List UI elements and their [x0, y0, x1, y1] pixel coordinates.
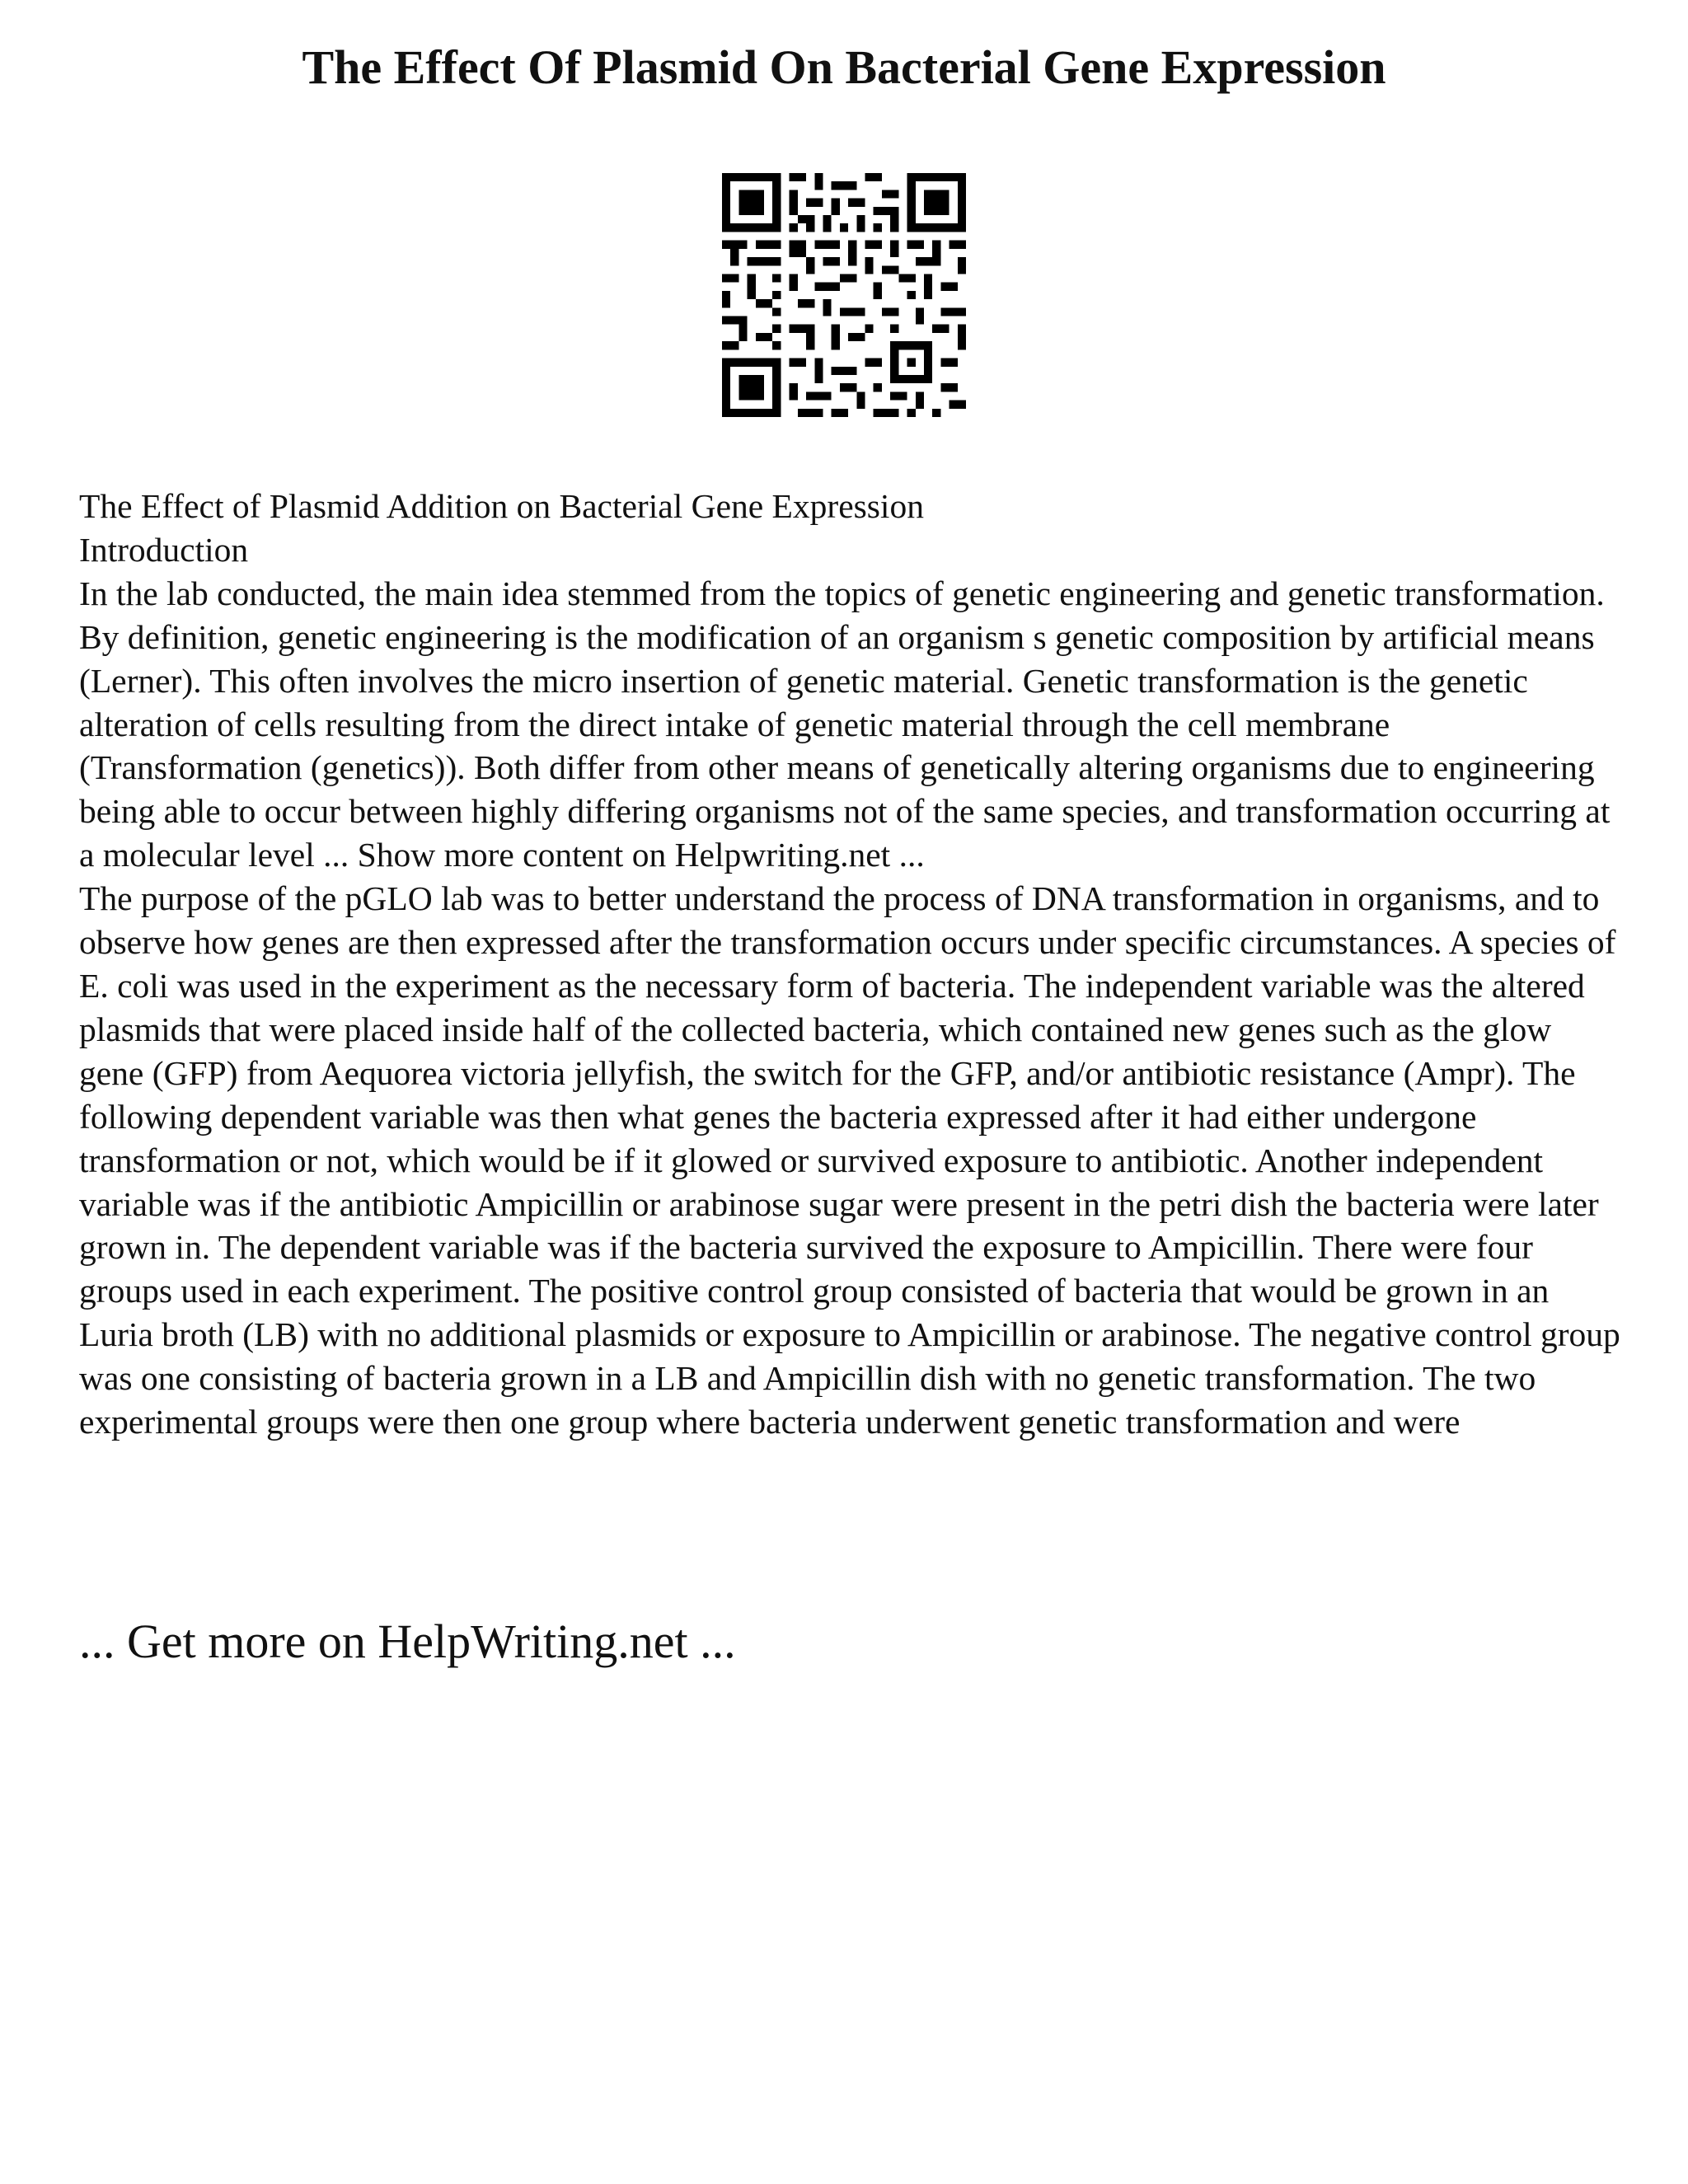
document-subtitle: The Effect of Plasmid Addition on Bacterial Gene Expression — [79, 487, 924, 525]
document-title: The Effect Of Plasmid On Bacterial Gene Expression — [302, 40, 1386, 94]
qr-code-icon — [722, 173, 966, 417]
paragraph-2: The purpose of the pGLO lab was to better understand the process of DNA transformation in organisms, and to observe how genes are then expressed after the transformation occurs under specific circumstances. A species of E. coli was used in the experiment as the necessary form of bacteria. The independent variable was the altered plasmids that were placed inside half of the collected bacteria, which contained new genes such as the glow gene (GFP) from Aequorea victoria jellyfish, the switch for the GFP, and/or antibiotic resistance (Ampr). The following dependent variable was then what genes the bacteria expressed after it had either undergone transformation or not, which would be if it glowed or survived exposure to antibiotic. Another independent variable was if the antibiotic Ampicillin or arabinose sugar were present in the petri dish the bacteria were later grown in. The dependent variable was if the bacteria survived the exposure to Ampicillin. There were four groups used in each experiment. The positive control group consisted of bacteria that would be grown in an Luria broth (LB) with no additional plasmids or exposure to Ampicillin or arabinose. The negative control group was one consisting of bacteria grown in a LB and Ampicillin dish with no genetic transformation. The two experimental groups were then one group where bacteria underwent genetic transformation and were — [79, 879, 1620, 1441]
paragraph-1: In the lab conducted, the main idea stemmed from the topics of genetic engineering and genetic transformation. By definition, genetic engineering is the modification of an organism s genetic composition by artificial means (Lerner). This often involves the micro insertion of genetic material. Genetic transformation is the genetic alteration of cells resulting from the direct intake of genetic material through the cell membrane (Transformation (genetics)). Both differ from other means of genetically altering organisms due to engineering being able to occur between highly differing organisms not of the same species, and transformation occurring at a molecular level ... Show more content on Helpwriting.net ... — [79, 574, 1611, 874]
document-body — [79, 485, 1620, 1444]
get-more-link[interactable]: ... Get more on HelpWriting.net ... — [79, 1615, 736, 1668]
section-heading: Introduction — [79, 530, 249, 569]
